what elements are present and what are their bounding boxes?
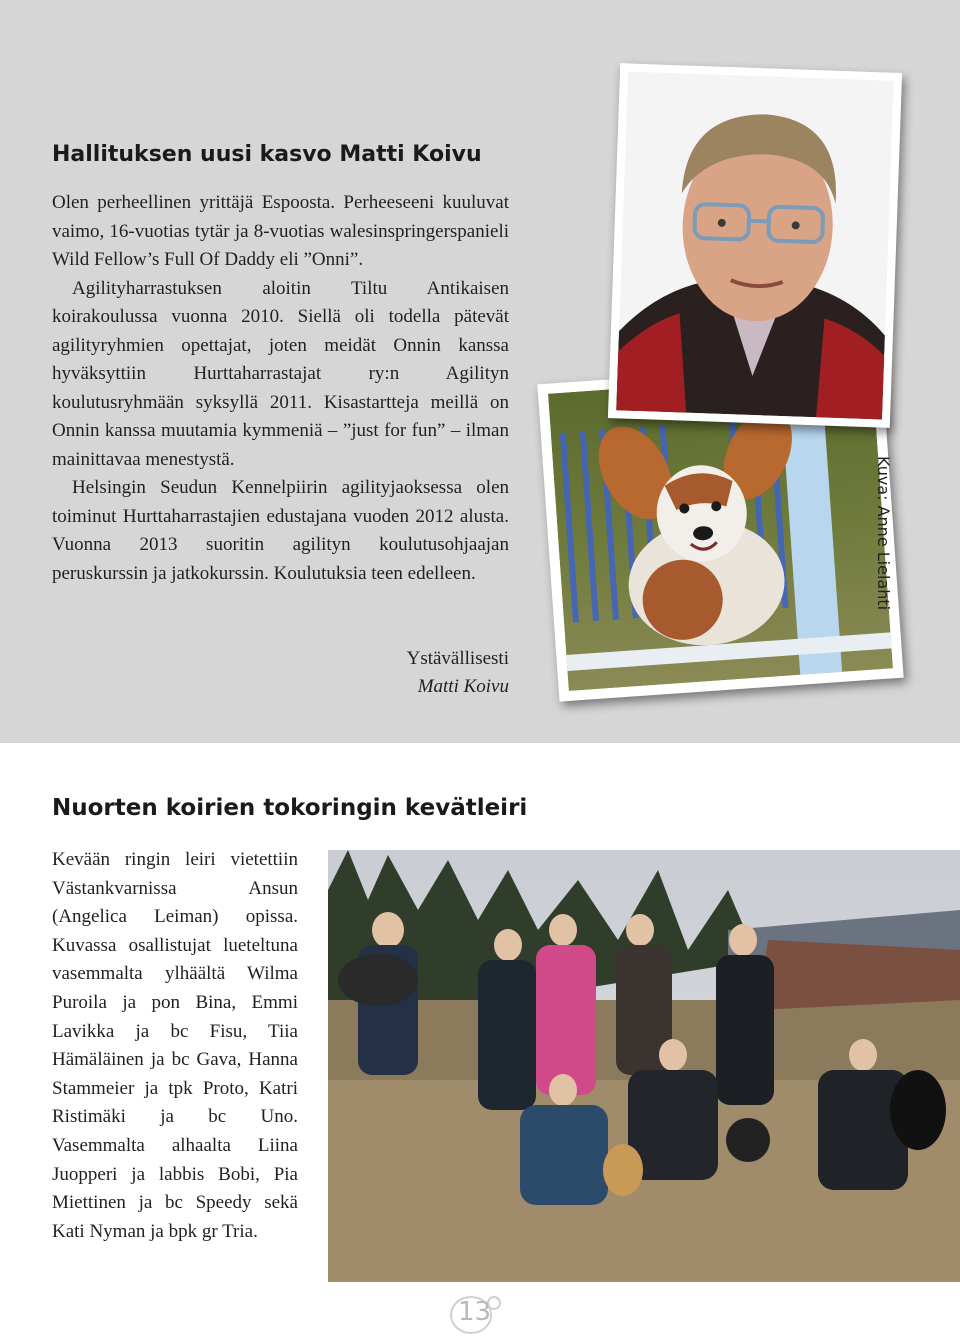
- section2-heading: Nuorten koirien tokoringin kevätleiri: [52, 795, 528, 821]
- bio-paragraph: Helsingin Seudun Kennelpiirin agilityjaoksessa olen toiminut Hurttaharrastajien edustajana vuoden 2012 alusta. Vuonna 2013 suoritin agilityn koulutusohjaajan peruskurssin ja jatkokurssin. Koulutuksia teen edelleen.: [52, 477, 509, 584]
- page-number-text: 13: [458, 1297, 492, 1327]
- signature: Matti Koivu: [417, 676, 509, 697]
- camp-text: [52, 846, 298, 1246]
- portrait-image: [616, 71, 894, 419]
- bio-text: [52, 189, 509, 588]
- camp-paragraph: Kevään ringin leiri vietettiin Västankvarnissa Ansun (Angelica Leiman) opissa. Kuvassa osallistujat lueteltuna vasemmalta ylhäältä Wilma Puroila ja pon Bina, Emmi Lavikka ja bc Fisu, Tiia Hämäläinen ja bc Gava, Hanna Stammeier ja tpk Proto, Katri Ristimäki ja bc Uno. Vasemmalta alhaalta Liina Juopperi ja labbis Bobi, Pia Miettinen ja bc Speedy sekä Kati Nyman ja bpk gr Tria.: [52, 849, 298, 1242]
- photo-credit: Kuva: Anne Lielahti: [874, 456, 893, 611]
- portrait-photo: [608, 63, 902, 428]
- greeting: Ystävällisesti: [406, 648, 509, 669]
- bio-paragraph: Olen perheellinen yrittäjä Espoosta. Perheeseeni kuuluvat vaimo, 16-vuotias tytär ja 8-vuotias walesinspringerspanieli Wild Fellow’s Full Of Daddy eli ”Onni”.: [52, 192, 509, 270]
- group-photo: [328, 850, 960, 1282]
- bio-paragraph: Agilityharrastuksen aloitin Tiltu Antikaisen koirakoulussa vuonna 2010. Siellä oli todella pätevät agilityryhmien opettajat, joten meidät Onnin kanssa hyväksyttiin Hurttaharrastajat ry:n Agilityn koulutusryhmään syksyllä 2011. Kisastartteja meillä on Onnin kanssa muutamia kymmeniä – ”just for fun” – ilman mainittavaa menestystä.: [52, 277, 509, 470]
- page-number: [436, 1293, 506, 1337]
- section1-heading: Hallituksen uusi kasvo Matti Koivu: [52, 142, 482, 167]
